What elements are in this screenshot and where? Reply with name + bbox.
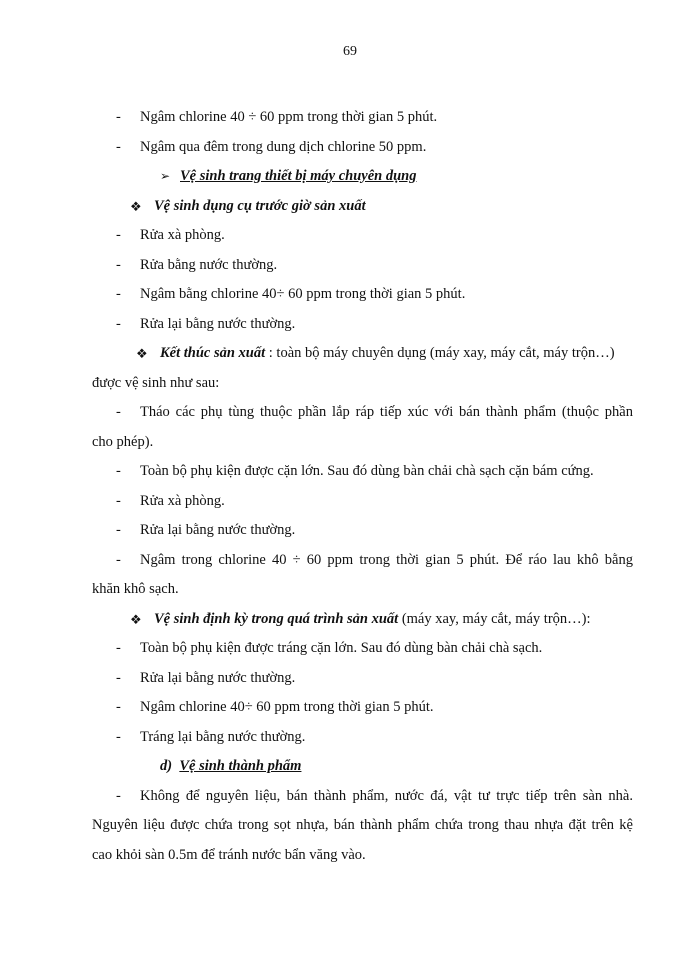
- list-item: [116, 457, 633, 487]
- paragraph-line: [92, 369, 633, 399]
- page-number: 69: [343, 44, 357, 59]
- dash-bullet: -: [116, 522, 121, 538]
- dash-bullet: -: [116, 699, 121, 715]
- dash-bullet: -: [116, 109, 121, 125]
- subheading-equipment: [116, 162, 633, 192]
- list-item-text: Ngâm trong chlorine 40 ÷ 60 ppm trong thời gian 5 phút. Để ráo lau khô bằng: [140, 551, 633, 568]
- list-item-continuation: cao khỏi sàn 0.5m để tránh nước bẩn văng vào.: [92, 846, 366, 863]
- paragraph-line: [92, 575, 633, 605]
- diamond-bullet-icon: ❖: [136, 346, 148, 361]
- list-item-text: Ngâm chlorine 40÷ 60 ppm trong thời gian 5 phút.: [140, 699, 434, 715]
- subheading-text: Vệ sinh trang thiết bị máy chuyên dụng: [180, 168, 417, 184]
- list-item: [116, 103, 633, 133]
- section-label: d): [160, 758, 173, 774]
- list-item: [116, 133, 633, 163]
- paragraph-line: [92, 811, 633, 841]
- subheading-text: Vệ sinh dụng cụ trước giờ sản xuất: [154, 197, 366, 214]
- list-item-text: Ngâm qua đêm trong dung dịch chlorine 50 ppm.: [140, 138, 427, 155]
- list-item-text: Rửa lại bằng nước thường.: [140, 522, 296, 538]
- list-item: [116, 398, 633, 428]
- list-item-text: Tháo các phụ tùng thuộc phần lắp ráp tiếp xúc với bán thành phẩm (thuộc phần: [140, 404, 633, 420]
- section-heading-d: [116, 752, 633, 782]
- list-item: [116, 782, 633, 812]
- list-item-text: Rửa lại bằng nước thường.: [140, 669, 296, 686]
- dash-bullet: -: [116, 315, 121, 332]
- list-item-continuation: Nguyên liệu được chứa trong sọt nhựa, bán thành phẩm chứa trong thau nhựa đặt trên kệ: [92, 817, 633, 833]
- subheading-end-of-production: [116, 339, 633, 369]
- list-item: [116, 221, 633, 251]
- subheading-text: Vệ sinh định kỳ trong quá trình sản xuất: [154, 610, 399, 627]
- dash-bullet: -: [116, 640, 121, 656]
- diamond-bullet-icon: ❖: [130, 611, 142, 627]
- list-item-continuation: cho phép).: [92, 433, 154, 450]
- list-item-text: Rửa xà phòng.: [140, 492, 225, 509]
- paragraph-line: [92, 428, 633, 458]
- page-body: [92, 103, 633, 870]
- paragraph-line: [92, 841, 633, 871]
- list-item: [116, 693, 633, 723]
- subheading-text: Kết thúc sản xuất: [160, 345, 266, 361]
- list-item: [116, 634, 633, 664]
- list-item: [116, 310, 633, 340]
- subheading-rest-text: (máy xay, máy cắt, máy trộn…):: [398, 610, 591, 627]
- paragraph-text: được vệ sinh như sau:: [92, 374, 220, 391]
- list-item: [116, 487, 633, 517]
- dash-bullet: -: [116, 227, 121, 243]
- list-item-text: Tráng lại bằng nước thường.: [140, 728, 306, 745]
- dash-bullet: -: [116, 286, 121, 302]
- list-item-text: Toàn bộ phụ kiện được tráng cặn lớn. Sau đó dùng bàn chải chà sạch.: [140, 640, 543, 656]
- list-item-text: Rửa bằng nước thường.: [140, 256, 278, 273]
- dash-bullet: -: [116, 492, 121, 509]
- list-item: [116, 546, 633, 576]
- list-item: [116, 251, 633, 281]
- subheading-periodic: [116, 605, 633, 635]
- list-item-text: Ngâm chlorine 40 ÷ 60 ppm trong thời gian 5 phút.: [140, 109, 438, 125]
- subheading-rest-text: : toàn bộ máy chuyên dụng (máy xay, máy cắt, máy trộn…): [265, 345, 615, 361]
- diamond-bullet-icon: ❖: [130, 198, 142, 214]
- list-item-text: Toàn bộ phụ kiện được cặn lớn. Sau đó dùng bàn chải chà sạch cặn bám cứng.: [140, 463, 594, 479]
- dash-bullet: -: [116, 669, 121, 686]
- dash-bullet: -: [116, 463, 121, 479]
- subheading-before-production: [116, 192, 633, 222]
- dash-bullet: -: [116, 728, 121, 745]
- list-item-text: Rửa xà phòng.: [140, 227, 225, 243]
- dash-bullet: -: [116, 787, 121, 804]
- section-title: Vệ sinh thành phẩm: [179, 758, 302, 774]
- list-item: [116, 664, 633, 694]
- arrow-bullet-icon: ➢: [160, 169, 171, 183]
- dash-bullet: -: [116, 256, 121, 273]
- list-item: [116, 516, 633, 546]
- dash-bullet: -: [116, 404, 121, 420]
- list-item: [116, 280, 633, 310]
- list-item-text: Không để nguyên liệu, bán thành phẩm, nước đá, vật tư trực tiếp trên sàn nhà.: [140, 787, 633, 804]
- list-item-text: Ngâm bằng chlorine 40÷ 60 ppm trong thời gian 5 phút.: [140, 286, 466, 302]
- dash-bullet: -: [116, 551, 121, 568]
- dash-bullet: -: [116, 138, 121, 155]
- list-item: [116, 723, 633, 753]
- list-item-text: Rửa lại bằng nước thường.: [140, 315, 296, 332]
- list-item-continuation: khăn khô sạch.: [92, 581, 179, 597]
